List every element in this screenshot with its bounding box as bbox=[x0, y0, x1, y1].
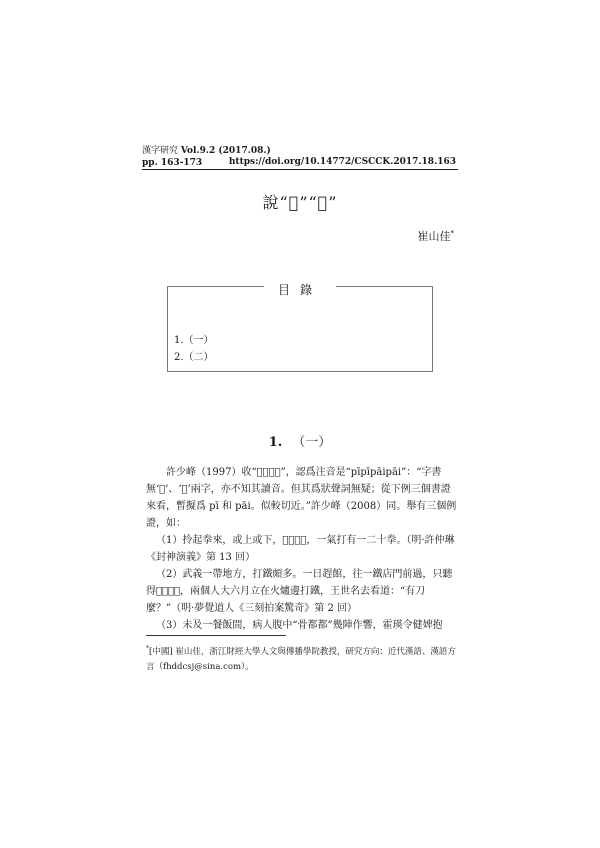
example-paragraph: （2）武義一帶地方，打鐵頗多。一日趕館，往一鐵店門前過，只聽得𠮧𠮧𠮦𠮦，兩個人大六月立在火爐邊打鐵，王世名去看道：“有刀麼？”（明·夢覺道人《三刻拍案驚奇》第 2 回） bbox=[146, 569, 453, 614]
footnote-mark: * bbox=[146, 645, 149, 652]
toc-item[interactable]: 2.（二） bbox=[174, 352, 214, 363]
paper-title: 說“𠮧”“𠮦” bbox=[262, 193, 338, 212]
toc-item[interactable]: 1.（一） bbox=[174, 335, 214, 346]
page-range: pp. 163-173 bbox=[142, 158, 203, 168]
author-name: 崔山佳 bbox=[417, 230, 451, 243]
author bbox=[418, 228, 455, 244]
example-paragraph: （3）未及一餐飯間，病人腹中“骨都都”幾陣作響，霍瑛令健婢抱 bbox=[156, 620, 443, 631]
doi-link[interactable]: https://doi.org/10.14772/CSCCK.2017.18.163 bbox=[228, 157, 456, 167]
journal-volume: Vol.9.2 (2017.08.) bbox=[180, 146, 271, 156]
section-heading bbox=[0, 431, 600, 450]
journal-name: 漢字研究 bbox=[142, 146, 179, 156]
footnote-text: [中國] 崔山佳，浙江財經大學人文與傳播學院教授，研究方向：近代漢語、漢語方言（fhddcsj@sina.com）。 bbox=[146, 646, 456, 672]
section-number: 1. bbox=[268, 435, 283, 450]
toc-title-wrap bbox=[168, 279, 432, 298]
section-title: （一） bbox=[292, 435, 332, 450]
toc-title: 目錄 bbox=[264, 283, 336, 297]
body-paragraph: 許少峰（1997）收“𠮧𠮧𠮦𠮦”，認爲注音是“pīpīpāipāi”：“字書無‘𠮧’、‘𠮦’兩字，亦不知其讀音。但其爲狀聲詞無疑；從下例三個書證來看，暫擬爲 pī 和 pāi。似較切近。”許少峰（2008）同。舉有三個例證，如： bbox=[146, 467, 457, 529]
footnote bbox=[146, 641, 458, 675]
example-paragraph: （1）拎起拳來，或上或下，𠮧𠮧𠮦𠮦，一氣打有一二十拳。（明·許仲琳《封神演義》第 13 回） bbox=[146, 535, 455, 563]
header-rule bbox=[142, 169, 458, 170]
author-footnote-mark: * bbox=[450, 229, 454, 238]
table-of-contents bbox=[167, 283, 433, 372]
footnote-rule bbox=[146, 635, 286, 636]
